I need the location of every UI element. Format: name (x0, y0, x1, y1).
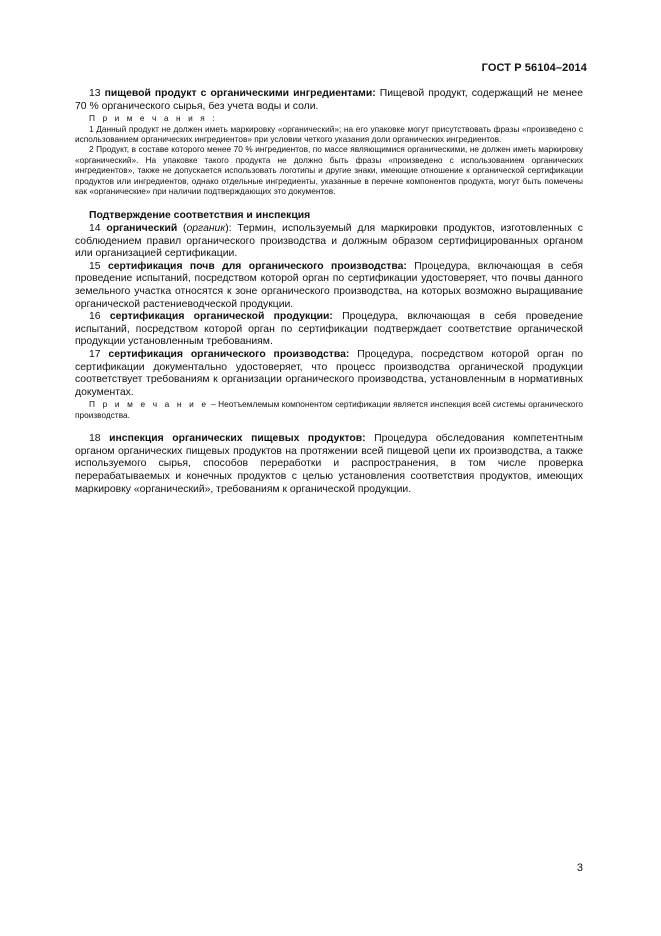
note-1: 1 Данный продукт не должен иметь маркировку «органический»; на его упаковке могут присутствовать фразы «произведено с использованием органических ингредиентов» при условии четкого указания доли органических ингредиентов. (75, 123, 583, 144)
note-2: 2 Продукт, в составе которого менее 70 % ингредиентов, по массе являющимися органическими, не должен иметь маркировку «органический». На упаковке такого продукта не должно быть фразы «произведено с использованием органических ингредиентов», также не допускается использовать логотипы и другие знаки, имеющие отношение к органической сертификации продуктов или ингредиентов, однако отдельные ингредиенты, указанные в перечне компонентов продукта, могут быть помечены как «органические» при наличии подтверждающих это документов. (75, 144, 583, 197)
term-title: органический (106, 223, 178, 235)
term-title: сертификация почв для органического производства: (107, 260, 407, 272)
document-body (75, 88, 583, 496)
term-number: 18 (89, 433, 110, 445)
term-16 (75, 311, 583, 349)
term-number: 15 (89, 260, 108, 272)
page-number: 3 (576, 862, 583, 874)
term-definition: Процедура обследования компетентным органом органических пищевых продуктов на протяжении всей пищевой цепи их производства, а также используемого сырья, способов переработки и распространения, в том числе проверка перерабатываемых и конечных продуктов с целью установления соответствия продуктов, имеющих маркировку «органический», требованиям к органической продукции. (75, 433, 583, 495)
term-definition: Процедура, включающая в себя проведение испытаний, посредством которой орган по сертификации удостоверяет, что почвы данного земельного участка относятся к зоне органического производства, на которых возможно выращивание органической растениеводческой продукции. (75, 260, 583, 310)
term-definition: Процедура, включающая в себя проведение испытаний, посредством которой орган по сертификации подтверждает соответствие органической продукции установленным требованиям. (75, 311, 583, 348)
note-label: П р и м е ч а н и е (89, 399, 209, 410)
term-number: 14 (89, 223, 107, 235)
term-alt: органик (186, 223, 226, 235)
document-code: ГОСТ Р 56104–2014 (481, 62, 587, 74)
term-13 (75, 88, 583, 113)
term-17 (75, 349, 583, 399)
term-number: 17 (89, 348, 109, 360)
notes-label: П р и м е ч а н и я : (89, 113, 218, 124)
term-title: пищевой продукт с органическими ингредиентами: (104, 88, 376, 99)
term-number: 13 (89, 88, 105, 99)
term-definition: ): Термин, используемый для маркировки продуктов, изготовленных с соблюдением правил органического производства и должным образом сертифицированных органом или организацией сертификации. (75, 223, 583, 260)
term-title: сертификация органической продукции: (109, 311, 333, 323)
section-heading: Подтверждение соответствия и инспекция (89, 210, 311, 222)
term-definition: Процедура, посредством которой орган по сертификации документально удостоверяет, что процесс производства органической продукции соответствует требованиям к организации органического производства, установленным в нормативных документах. (75, 348, 583, 398)
term-number: 16 (89, 311, 110, 323)
term-definition: Пищевой продукт, содержащий не менее 70 % органического сырья, без учета воды и соли. (75, 88, 583, 112)
term-14: 14 органический (органик): Термин, используемый для маркировки продуктов, изготовленных с соблюдением правил органического производства и должным образом сертифицированных органом или организацией сертификации. (75, 223, 583, 260)
term-18 (75, 433, 583, 496)
note-text: – Неотъемлемым компонентом сертификации является инспекция всей системы органического производства. (75, 399, 583, 420)
term-title: сертификация органического производства: (108, 348, 350, 360)
term-15 (75, 261, 583, 311)
note-17 (75, 399, 583, 420)
term-title: инспекция органических пищевых продуктов: (109, 433, 366, 445)
